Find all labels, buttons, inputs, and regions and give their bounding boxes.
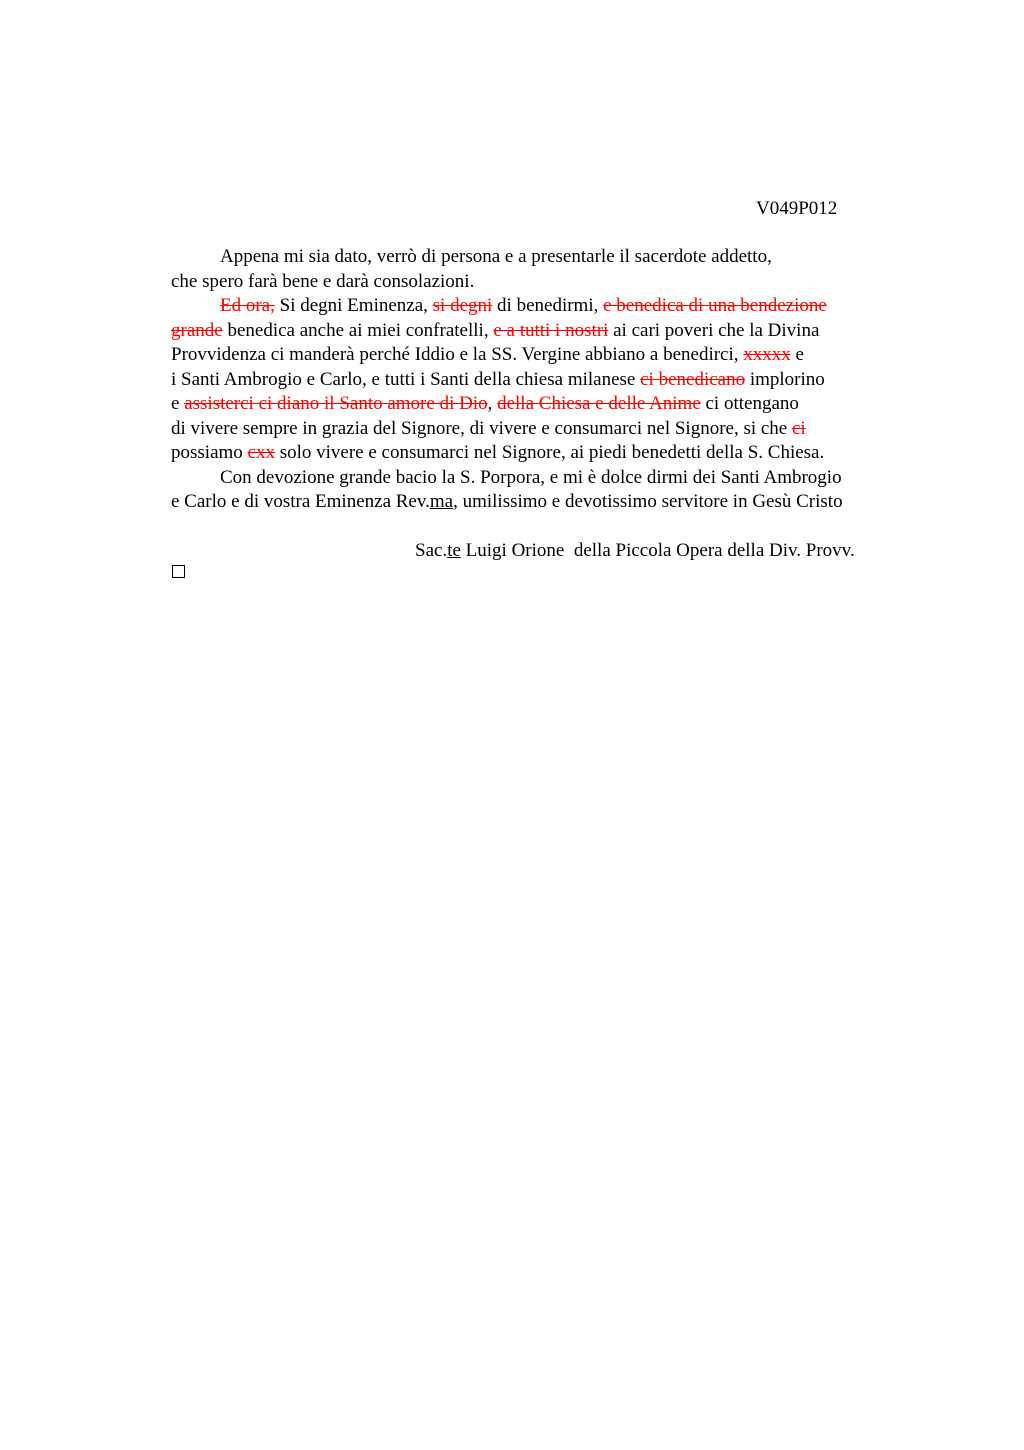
text-line	[171, 392, 799, 417]
text-line	[171, 417, 806, 442]
text-segment: ,	[487, 393, 498, 414]
text-line	[171, 319, 819, 344]
text-line	[220, 294, 827, 319]
text-line	[171, 368, 825, 393]
text-segment: Si degni Eminenza,	[274, 295, 433, 316]
deleted-text: ci	[792, 417, 806, 439]
text-segment: implorino	[745, 368, 825, 390]
text-line	[171, 441, 824, 466]
deleted-text: e benedica di una bendezione	[603, 295, 827, 316]
text-line	[220, 245, 772, 270]
deleted-text: e a tutti i nostri	[493, 319, 609, 341]
deleted-text: cxx	[247, 442, 275, 463]
text-line	[171, 490, 843, 515]
underlined-abbrev: ma	[429, 491, 454, 512]
text-segment: possiamo	[171, 442, 248, 463]
deleted-text: xxxxx	[743, 344, 791, 365]
signature-prefix: Sac.	[415, 540, 448, 561]
text-segment: di vivere sempre in grazia del Signore, di vivere e consumarci nel Signore, si che	[171, 417, 792, 439]
text-segment: di benedirmi,	[492, 295, 604, 316]
signature-superscript-abbrev: te	[447, 540, 461, 561]
text-segment: che spero farà bene e darà consolazioni.	[171, 270, 475, 292]
text-segment: Provvidenza ci manderà perché Iddio e la SS. Vergine abbiano a benedirci,	[171, 344, 744, 365]
deleted-text: grande	[171, 319, 223, 341]
text-segment: i Santi Ambrogio e Carlo, e tutti i Santi della chiesa milanese	[171, 368, 641, 390]
text-segment: e	[790, 344, 804, 365]
signature-name: Luigi Orione della Piccola Opera della Div. Provv.	[460, 540, 855, 561]
text-segment: e	[171, 393, 185, 414]
text-segment: Appena mi sia dato, verrò di persona e a presentarle il sacerdote addetto,	[220, 246, 772, 267]
text-line	[171, 270, 474, 295]
deleted-text: Ed ora,	[220, 295, 275, 316]
text-line	[171, 343, 804, 368]
text-line	[220, 466, 842, 491]
signature	[415, 539, 855, 563]
text-segment: Con devozione grande bacio la S. Porpora, e mi è dolce dirmi dei Santi Ambrogio	[220, 466, 842, 488]
deleted-text: assisterci ci diano il Santo amore di Dio	[184, 393, 488, 414]
text-segment: , umilissimo e devotissimo servitore in Gesù Cristo	[453, 491, 843, 512]
page-id: V049P012	[756, 198, 838, 219]
deleted-text: della Chiesa e delle Anime	[497, 393, 701, 414]
text-segment: ai cari poveri che la Divina	[608, 319, 820, 341]
text-segment: benedica anche ai miei confratelli,	[222, 319, 494, 341]
text-segment: e Carlo e di vostra Eminenza Rev.	[171, 491, 430, 512]
empty-checkbox-glyph	[172, 565, 185, 578]
text-segment: ci ottengano	[700, 393, 799, 414]
deleted-text: si degni	[432, 295, 493, 316]
deleted-text: ci benedicano	[640, 368, 746, 390]
text-segment: solo vivere e consumarci nel Signore, ai piedi benedetti della S. Chiesa.	[274, 442, 825, 463]
